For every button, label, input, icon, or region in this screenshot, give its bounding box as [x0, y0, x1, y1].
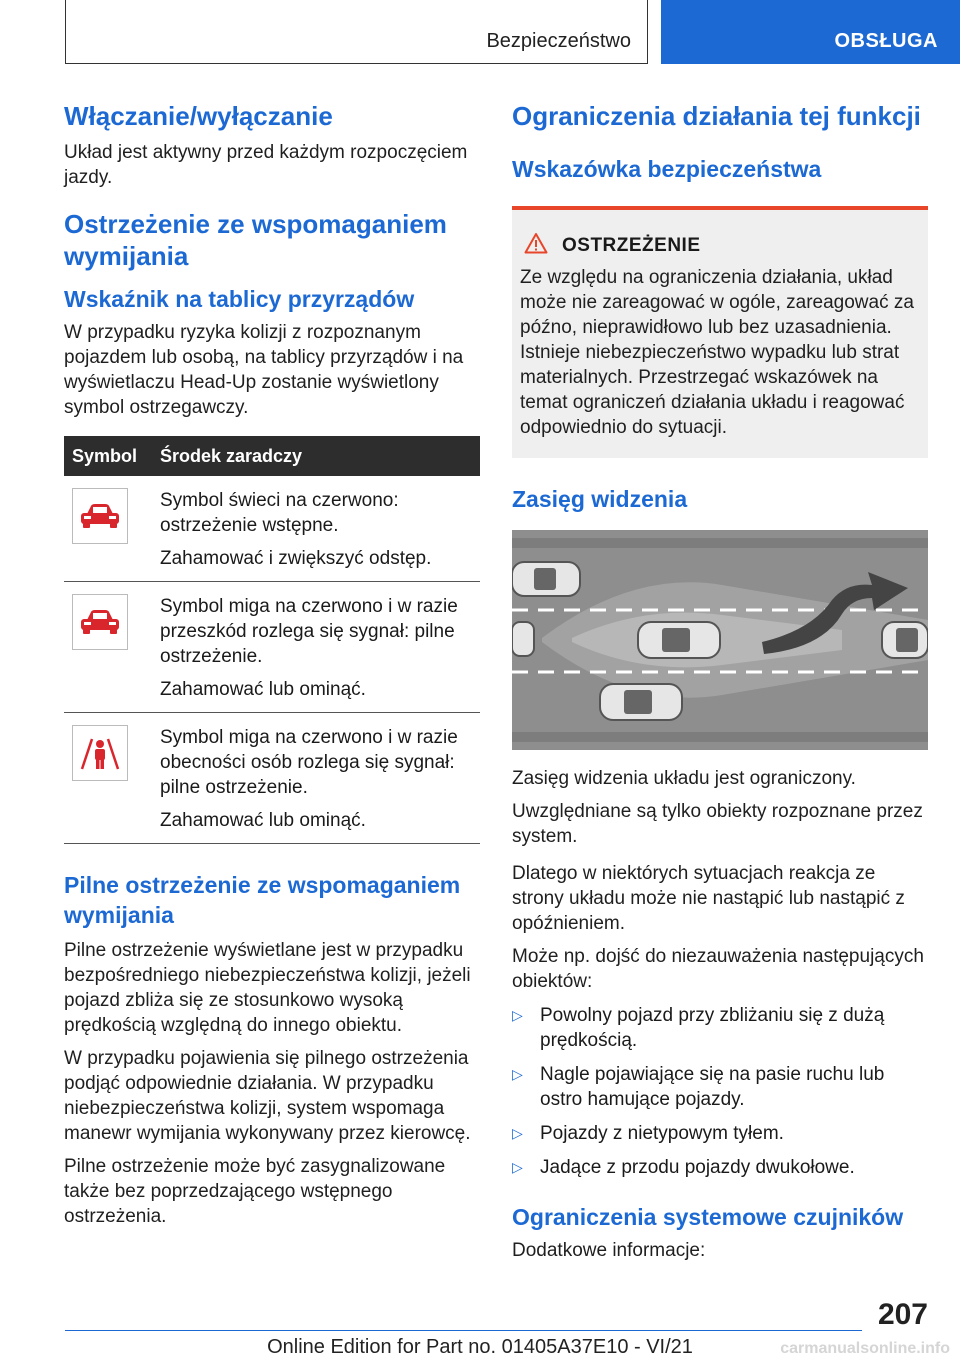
action-text: Zahamować i zwiększyć odstęp. [160, 548, 432, 569]
symbol-table [64, 436, 480, 844]
left-column [64, 100, 480, 1229]
header-frame [65, 0, 648, 64]
car-illustration [882, 622, 928, 658]
header-tab-label: OBSŁUGA [834, 30, 938, 52]
list-item: ▷ Nagle pojawiające się na pasie ruchu lub ostro hamujące pojazdy. [512, 1064, 885, 1110]
footer-divider [65, 1330, 862, 1331]
para-urgent-2: W przypadku pojawienia się pilnego ostrzeżenia podjąć odpowiednie działania. W przypadku niebezpieczeństwa kolizji, system wspomaga manewr wymijania wykonywany przez kierowcę. [64, 1048, 471, 1144]
right-column [512, 100, 928, 1263]
range-illustration [512, 530, 928, 750]
car-illustration [600, 684, 682, 720]
para-on-off: Układ jest aktywny przed każdym rozpoczęciem jazdy. [64, 142, 468, 188]
warning-triangle-icon [524, 232, 548, 259]
action-text: Symbol świeci na czerwono: ostrzeżenie wstępne. [160, 490, 399, 536]
heading-warning-assist: Ostrzeżenie ze wspomaganiem wymijania [64, 209, 447, 271]
bullet-triangle-icon: ▷ [512, 1125, 523, 1141]
action-cell [152, 582, 480, 713]
action-text: Symbol miga na czerwono i w razie przeszkód rozlega się sygnał: pilne ostrzeżenie. [160, 596, 458, 667]
list-item: ▷ Pojazdy z nietypowym tyłem. [512, 1123, 784, 1144]
heading-on-off: Włączanie/wyłączanie [64, 101, 333, 131]
para-range-4: Może np. dojść do niezauważenia następujących obiektów: [512, 946, 924, 992]
heading-urgent-warning: Pilne ostrzeżenie ze wspomaganiem wymijania [64, 872, 461, 928]
car-warning-icon [72, 488, 128, 544]
para-sensors: Dodatkowe informacje: [512, 1240, 706, 1261]
warning-box [512, 206, 928, 458]
header-section-title: Bezpieczeństwo [486, 30, 631, 52]
para-range-1: Zasięg widzenia układu jest ograniczony. [512, 768, 856, 789]
warning-title: OSTRZEŻENIE [562, 234, 701, 256]
heading-sensors: Ograniczenia systemowe czujników [512, 1204, 904, 1230]
col-header-symbol: Symbol [64, 436, 152, 476]
heading-limits: Ograniczenia działania tej funkcji [512, 101, 921, 131]
symbol-cell [64, 582, 152, 713]
action-text: Zahamować lub ominąć. [160, 679, 366, 700]
bullet-triangle-icon: ▷ [512, 1007, 523, 1023]
warning-title-row [520, 232, 920, 259]
para-urgent-1: Pilne ostrzeżenie wyświetlane jest w przypadku bezpośredniego niebezpieczeństwa kolizji, jeżeli pojazd zbliża się ze stosunkowo wysoką prędkością względną do innego obiektu. [64, 940, 471, 1036]
table-row [64, 582, 480, 713]
bullet-triangle-icon: ▷ [512, 1159, 523, 1175]
para-range-2: Uwzględniane są tylko obiekty rozpoznane przez system. [512, 801, 923, 847]
watermark: carmanualsonline.info [780, 1340, 950, 1357]
col-header-action: Środek zaradczy [152, 436, 480, 476]
list-item: ▷ Powolny pojazd przy zbliżaniu się z dużą prędkością. [512, 1005, 885, 1051]
warning-text: Ze względu na ograniczenia działania, układ może nie zareagować w ogóle, zareagować za późno, nieprawidłowo lub bez uzasadnienia. Istnieje niebezpieczeństwo wypadku lub strat materialnych. Przestrzegać wskazówek na temat ograniczeń działania układu i reagować odpowiednio do sytuacji. [520, 267, 914, 438]
action-cell [152, 476, 480, 582]
pedestrian-warning-icon [72, 725, 128, 781]
action-text: Symbol miga na czerwono i w razie obecności osób rozlega się sygnał: pilne ostrzeżenie. [160, 727, 458, 798]
footer-edition: Online Edition for Part no. 01405A37E10 - VI/21 [267, 1336, 693, 1358]
car-illustration [512, 622, 534, 656]
car-illustration [512, 562, 580, 596]
heading-indicator: Wskaźnik na tablicy przyrządów [64, 286, 415, 312]
para-urgent-3: Pilne ostrzeżenie może być zasygnalizowane także bez poprzedzającego wstępnego ostrzeżenia. [64, 1156, 446, 1227]
para-indicator: W przypadku ryzyka kolizji z rozpoznanym pojazdem lub osobą, na tablicy przyrządów i na wyświetlaczu Head-Up zostanie wyświetlony symbol ostrzegawczy. [64, 322, 464, 418]
table-row [64, 476, 480, 582]
action-cell [152, 713, 480, 844]
para-range-3: Dlatego w niektórych sytuacjach reakcja ze strony układu może nie nastąpić lub nastąpić z opóźnieniem. [512, 863, 905, 934]
table-row [64, 713, 480, 844]
page-number: 207 [877, 1298, 928, 1331]
symbol-cell [64, 713, 152, 844]
action-text: Zahamować lub ominąć. [160, 810, 366, 831]
bullet-triangle-icon: ▷ [512, 1066, 523, 1082]
car-warning-icon [72, 594, 128, 650]
symbol-cell [64, 476, 152, 582]
car-illustration [638, 622, 720, 658]
heading-safety-note: Wskazówka bezpieczeństwa [512, 156, 822, 182]
list-item: ▷ Jadące z przodu pojazdy dwukołowe. [512, 1157, 855, 1178]
table-header-row [64, 436, 480, 476]
heading-range: Zasięg widzenia [512, 486, 688, 512]
header-tab[interactable] [661, 0, 960, 64]
objects-list [512, 1003, 928, 1180]
